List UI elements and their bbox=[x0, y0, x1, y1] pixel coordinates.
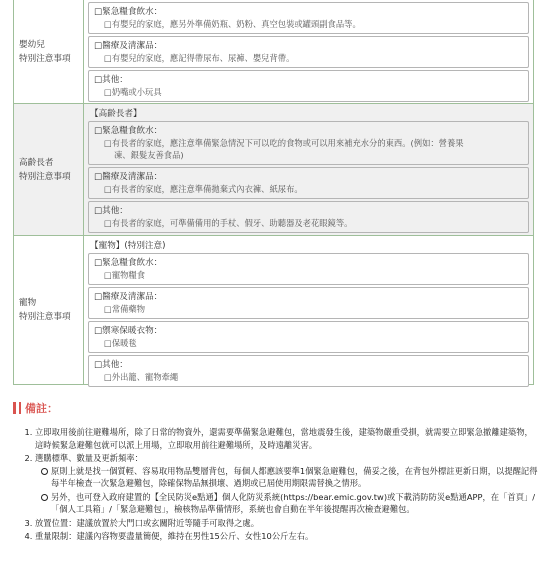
infant-food-group bbox=[88, 2, 529, 34]
notes-item-3: 3. 放置位置：建議放置於大門口或玄關附近等隨手可取得之處。 bbox=[35, 517, 541, 530]
infant-content bbox=[84, 0, 533, 103]
notes-subitem-2: 另外，也可登入政府建置的【全民防災e點通】個人化防災系統(https://bear.emic.gov.tw)或下載消防防災e點通APP，在「首頁」/「個人工具箱」/「緊急避難包」，檢核物品準備情形，系統也會自動在半年後提醒再次檢查避難包。 bbox=[51, 491, 541, 516]
infant-label bbox=[14, 0, 84, 103]
infant-row bbox=[14, 0, 533, 103]
pet-food-title[interactable]: □緊急糧食飲水： bbox=[94, 258, 163, 268]
pet-medical-title[interactable]: □醫療及清潔品： bbox=[94, 292, 163, 302]
notes-item-2 bbox=[35, 452, 541, 516]
pet-other-group bbox=[88, 355, 529, 387]
notes-item-1: 1. 立即取用後前往避難場所，除了日常的物資外，還需要準備緊急避難包，當地震發生後，建築物嚴重受損，就需要立即緊急撤離建築物，這時候緊急避難包就可以派上用場，立即取用前往避難場所，及時遠離災害。 bbox=[35, 426, 541, 451]
pet-label-line1: 寵物 bbox=[19, 298, 37, 308]
elderly-label bbox=[14, 104, 84, 235]
elderly-other-item[interactable]: □有長者的家庭，可準備備用的手杖、假牙、助聽器及老花眼鏡等。 bbox=[104, 218, 353, 228]
notes-title: 備註： bbox=[25, 402, 58, 415]
pet-cold-title[interactable]: □禦寒保暖衣物： bbox=[94, 326, 163, 336]
elderly-food-item[interactable]: □有長者的家庭，應注意準備緊急情況下可以吃的食物或可以用來補充水分的東西。(例如：營養果 bbox=[104, 138, 464, 148]
infant-other-title[interactable]: □其他： bbox=[94, 75, 128, 85]
elderly-food-group bbox=[88, 121, 529, 165]
notes-heading bbox=[13, 400, 541, 416]
pet-food-item[interactable]: □寵物糧食 bbox=[104, 270, 146, 280]
elderly-label-line1: 高齡長者 bbox=[19, 157, 54, 168]
notes-list bbox=[13, 426, 541, 543]
elderly-label-line2: 特別注意事項 bbox=[19, 171, 71, 182]
notes-sublist bbox=[35, 465, 541, 516]
infant-other-item[interactable]: □奶嘴或小玩具 bbox=[104, 87, 162, 97]
special-needs-table bbox=[13, 0, 534, 385]
elderly-other-group bbox=[88, 201, 529, 233]
elderly-medical-title[interactable]: □醫療及清潔品： bbox=[94, 172, 163, 182]
pet-other-item[interactable]: □外出籠、寵物牽繩 bbox=[104, 372, 179, 382]
elderly-medical-item[interactable]: □有長者的家庭，應注意準備拋棄式內衣褲、紙尿布。 bbox=[104, 184, 303, 194]
pet-medical-group bbox=[88, 287, 529, 319]
pet-header: 【寵物】(特別注意) bbox=[90, 241, 166, 251]
accent-bar-icon bbox=[13, 402, 16, 414]
notes-subitem-1: 原則上就是找一個質輕、容易取用物品雙層背包，每個人都應該要準1個緊急避難包，備妥之後，在背包外標註更新日期，以提醒記得每半年檢查一次緊急避難包，除確保物品無損壞、過期或已屆使用期限需替換之情形。 bbox=[51, 465, 541, 490]
elderly-header: 【高齡長者】 bbox=[90, 109, 142, 119]
elderly-other-title[interactable]: □其他： bbox=[94, 206, 128, 216]
infant-label-line1: 嬰幼兒 bbox=[19, 39, 45, 50]
elderly-row bbox=[14, 103, 533, 235]
infant-other-group bbox=[88, 70, 529, 102]
pet-label-line2: 特別注意事項 bbox=[19, 312, 71, 322]
elderly-food-item-cont: 凍、銀髮友善食品) bbox=[114, 150, 184, 160]
infant-label-line2: 特別注意事項 bbox=[19, 53, 71, 64]
notes-item-4: 4. 重量限制：建議內容物要盡量簡便，維持在男性15公斤、女性10公斤左右。 bbox=[35, 530, 541, 543]
pet-content bbox=[84, 236, 533, 384]
elderly-medical-group bbox=[88, 167, 529, 199]
notes-section bbox=[13, 400, 541, 544]
elderly-food-title[interactable]: □緊急糧食飲水： bbox=[94, 126, 163, 136]
pet-other-title[interactable]: □其他： bbox=[94, 360, 128, 370]
pet-label bbox=[14, 236, 84, 384]
pet-cold-group bbox=[88, 321, 529, 353]
pet-cold-item[interactable]: □保暖毯 bbox=[104, 338, 137, 348]
notes-item-2-text: 選購標準、數量及更新頻率： bbox=[35, 453, 143, 463]
infant-medical-group bbox=[88, 36, 529, 68]
pet-medical-item[interactable]: □常備藥物 bbox=[104, 304, 146, 314]
accent-bar-thin-icon bbox=[19, 402, 21, 414]
elderly-content bbox=[84, 104, 533, 235]
pet-food-group bbox=[88, 253, 529, 285]
infant-food-title[interactable]: □緊急糧食飲水： bbox=[94, 7, 163, 17]
infant-food-item[interactable]: □有嬰兒的家庭，應另外準備奶瓶、奶粉、真空包裝或罐頭副食品等。 bbox=[104, 19, 361, 29]
pet-row bbox=[14, 235, 533, 384]
infant-medical-title[interactable]: □醫療及清潔品： bbox=[94, 41, 163, 51]
infant-medical-item[interactable]: □有嬰兒的家庭，應記得帶尿布、尿褲、嬰兒背帶。 bbox=[104, 53, 295, 63]
